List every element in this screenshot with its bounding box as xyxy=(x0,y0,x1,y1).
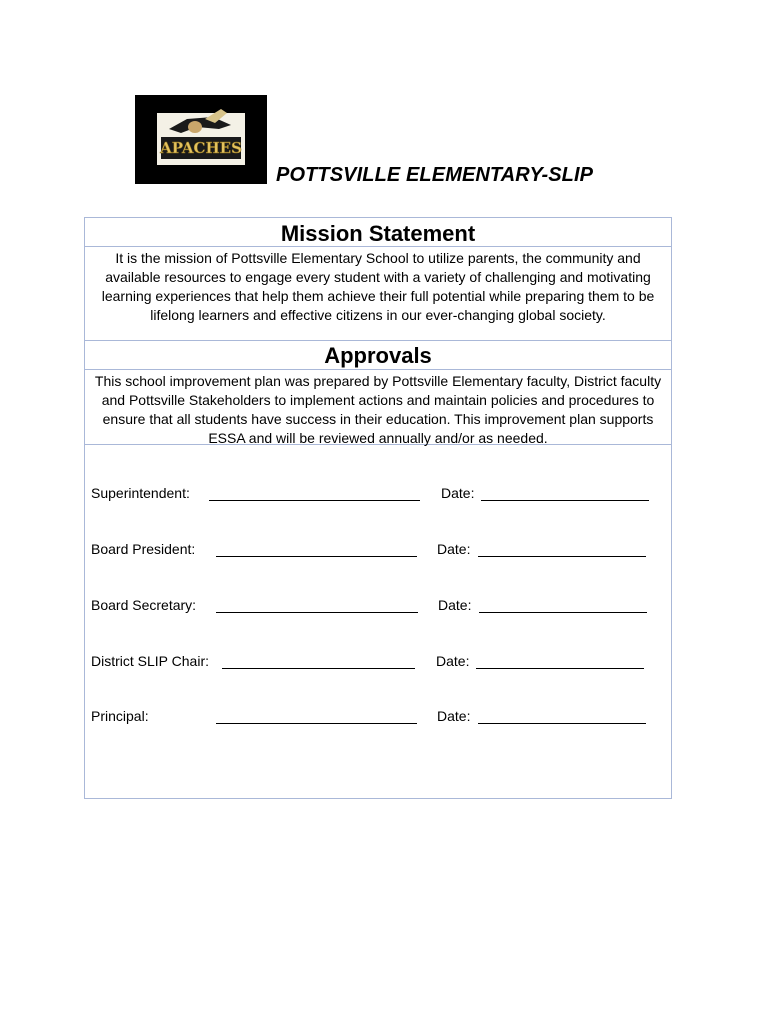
mission-heading: Mission Statement xyxy=(280,221,476,246)
board-secretary-signature-line[interactable] xyxy=(216,612,418,613)
board-president-label: Board President: xyxy=(91,541,196,557)
principal-signature-line[interactable] xyxy=(216,723,417,724)
apaches-logo-graphic xyxy=(135,95,267,184)
board-secretary-date-label: Date: xyxy=(438,597,472,613)
principal-label: Principal: xyxy=(91,708,149,724)
superintendent-signature-line[interactable] xyxy=(209,500,420,501)
logo-text: APACHES xyxy=(160,139,242,157)
board-president-date-line[interactable] xyxy=(478,556,646,557)
principal-date-label: Date: xyxy=(437,708,471,724)
approvals-heading: Approvals xyxy=(324,343,432,368)
district-slip-chair-date-line[interactable] xyxy=(476,668,644,669)
district-slip-chair-label: District SLIP Chair: xyxy=(91,653,209,669)
divider xyxy=(84,369,672,370)
superintendent-date-label: Date: xyxy=(441,485,475,501)
approvals-text: This school improvement plan was prepared by Pottsville Elementary faculty, District faculty and Pottsville Stakeholders to implement actions and maintain policies and procedures to ensure that all students have success in their education. This improvement plan supports ESSA and will be reviewed annually and/or as needed. xyxy=(94,373,662,446)
board-president-signature-line[interactable] xyxy=(216,556,417,557)
board-president-date-label: Date: xyxy=(437,541,471,557)
page-title: POTTSVILLE ELEMENTARY-SLIP xyxy=(276,164,594,186)
district-slip-chair-signature-line[interactable] xyxy=(222,668,415,669)
apaches-logo xyxy=(135,95,267,184)
principal-date-line[interactable] xyxy=(478,723,646,724)
mission-text: It is the mission of Pottsville Elementary School to utilize parents, the community and available resources to engage every student with a variety of challenging and motivating learning experiences that help them achieve their full potential while preparing them to be lifelong learners and effective citizens in our ever-changing global society. xyxy=(101,250,655,323)
superintendent-label: Superintendent: xyxy=(91,485,190,501)
district-slip-chair-date-label: Date: xyxy=(436,653,470,669)
superintendent-date-line[interactable] xyxy=(481,500,649,501)
board-secretary-date-line[interactable] xyxy=(479,612,647,613)
board-secretary-label: Board Secretary: xyxy=(91,597,197,613)
divider xyxy=(84,340,672,341)
